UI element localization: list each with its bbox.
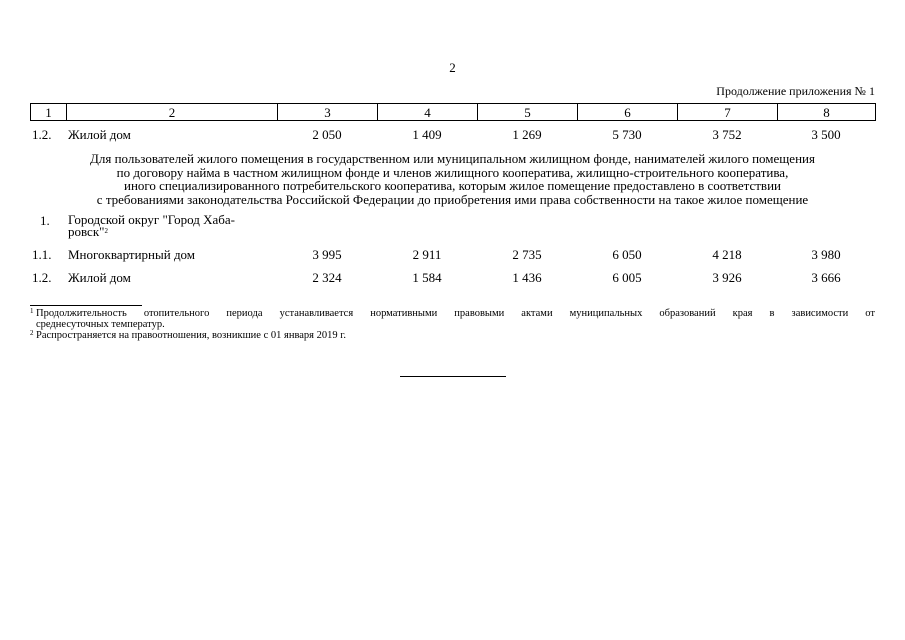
footnote-mark: 2 [30,329,34,337]
row-value: 5 730 [612,127,642,142]
column-header: 6 [578,104,678,121]
column-header: 2 [67,104,278,121]
footnote-text: Продолжительность отопительного периода устанавливается нормативными правовыми актами муниципальных образований края в зависимости от [36,308,875,319]
column-header: 4 [378,104,478,121]
row-value: 2 911 [412,247,442,262]
footnote-1 [30,308,875,330]
footnotes [30,308,875,341]
footnote-reference: 2 [104,227,108,235]
column-header: 7 [678,104,778,121]
row-name: Жилой дом [68,127,131,142]
description-line: иного специализированного потребительского кооператива, которым жилое помещение предоставлено в соответствии [123,178,781,193]
footnote-2 [30,330,875,341]
footnote-text-continued: среднесуточных температур. [36,319,165,330]
row-value: 6 005 [612,270,642,285]
city-name [68,214,288,238]
footnote-mark: 1 [30,307,34,315]
table-bottom-rows [30,247,875,288]
row-value: 3 926 [712,270,742,285]
description-line: по договору найма в частном жилищном фонде и членов жилищного кооператива, жилищно-строительного кооператива, [116,164,789,180]
column-header-row [31,104,876,121]
row-value: 1 584 [412,270,442,285]
row-name: Многоквартирный дом [68,247,196,262]
column-header: 3 [278,104,378,121]
column-header-table [30,103,876,121]
row-value: 3 752 [712,127,742,142]
row-value: 1 269 [512,127,542,142]
column-header: 8 [778,104,876,121]
table-row [30,247,875,270]
row-value: 3 980 [811,247,841,262]
end-divider [400,376,506,377]
row-value: 4 218 [712,247,742,262]
row-number: 1.1. [32,247,52,262]
row-value: 1 409 [412,127,442,142]
row-name: Жилой дом [68,270,131,285]
row-value: 1 436 [512,270,542,285]
row-value: 6 050 [612,247,642,262]
footnote-text: Распространяется на правоотношения, возникшие с 01 января 2019 г. [36,330,347,341]
row-number: 1.2. [32,270,52,285]
row-value: 3 666 [811,270,841,285]
description-line: Для пользователей жилого помещения в государственном или муниципальном жилищном фонде, нанимателей жилого помещения [90,151,815,166]
city-name-line-2 [68,226,288,238]
table-row [30,270,875,288]
row-value: 2 050 [312,127,342,142]
description-line: с требованиями законодательства Российской Федерации до приобретения ими права собственности на такое жилое помещение [96,191,809,207]
continuation-label: Продолжение приложения № 1 [716,84,875,98]
row-value: 3 995 [312,247,342,262]
row-value: 2 735 [512,247,542,262]
column-header: 1 [31,104,67,121]
row-value: 2 324 [312,270,342,285]
row-value: 3 500 [811,127,841,142]
table-top-rows [30,127,875,145]
column-header: 5 [478,104,578,121]
row-number: 1. [40,213,50,228]
city-name-text: ровск" [68,224,105,239]
row-number: 1.2. [32,127,52,142]
page-number: 2 [449,60,456,75]
section-description [30,152,875,206]
table-row [30,127,875,145]
city-name-line: Городской округ "Город Хаба- [68,212,236,227]
footnote-divider [30,305,142,306]
